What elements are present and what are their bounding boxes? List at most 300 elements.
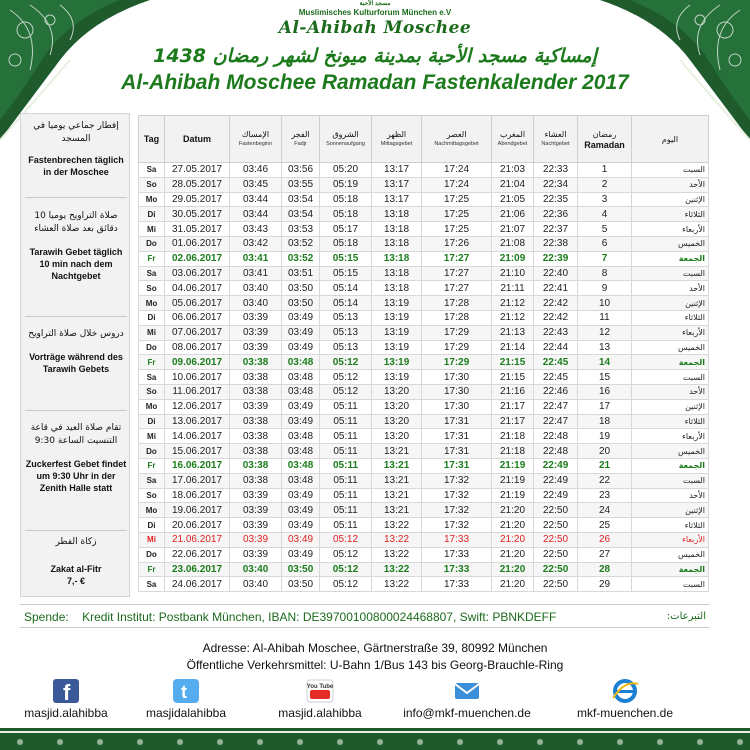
cell-ramadan-day: 9 xyxy=(578,281,632,296)
cell-weekday-arabic: الأحد xyxy=(632,177,709,192)
cell-ramadan-day: 24 xyxy=(578,503,632,518)
cell-dhuhr: 13:22 xyxy=(372,577,422,592)
cell-date: 29.05.2017 xyxy=(165,192,230,207)
cell-isha: 22:33 xyxy=(534,163,578,178)
cell-weekday-arabic: الثلاثاء xyxy=(632,207,709,222)
twitter-link[interactable] xyxy=(136,678,236,720)
cell-asr: 17:32 xyxy=(422,518,492,533)
table-row xyxy=(139,547,709,562)
cell-isha: 22:49 xyxy=(534,473,578,488)
cell-fajr: 03:49 xyxy=(282,325,320,340)
cell-weekday-arabic: الجمعة xyxy=(632,458,709,473)
cell-dhuhr: 13:17 xyxy=(372,163,422,178)
cell-fajr: 03:48 xyxy=(282,370,320,385)
zakat-amount: 7,- € xyxy=(66,576,85,586)
cell-tag: Sa xyxy=(139,163,165,178)
cell-dhuhr: 13:20 xyxy=(372,429,422,444)
cell-fajr: 03:54 xyxy=(282,207,320,222)
cell-dhuhr: 13:21 xyxy=(372,473,422,488)
cell-tag: Di xyxy=(139,414,165,429)
page-title: Al-Ahibah Moschee Ramadan Fastenkalender 2017 xyxy=(121,71,629,94)
page-title-arabic: إمساكية مسجد الأحبة بمدينة ميونخ لشهر رمضان 1438 xyxy=(153,45,597,67)
header-fajr: الفجر Fadjr xyxy=(282,116,320,163)
cell-shuruq: 05:18 xyxy=(320,236,372,251)
cell-date: 10.06.2017 xyxy=(165,370,230,385)
cell-fajr: 03:48 xyxy=(282,355,320,370)
cell-ramadan-day: 2 xyxy=(578,177,632,192)
table-row xyxy=(139,177,709,192)
cell-dhuhr: 13:18 xyxy=(372,222,422,237)
cell-asr: 17:29 xyxy=(422,325,492,340)
cell-weekday-arabic: الجمعة xyxy=(632,251,709,266)
cell-dhuhr: 13:20 xyxy=(372,399,422,414)
cell-fajr: 03:49 xyxy=(282,340,320,355)
cell-asr: 17:31 xyxy=(422,458,492,473)
cell-date: 17.06.2017 xyxy=(165,473,230,488)
cell-dhuhr: 13:19 xyxy=(372,310,422,325)
cell-isha: 22:50 xyxy=(534,503,578,518)
cell-tag: Di xyxy=(139,518,165,533)
cell-date: 09.06.2017 xyxy=(165,355,230,370)
cell-weekday-arabic: الإثنين xyxy=(632,399,709,414)
cell-weekday-arabic: الأربعاء xyxy=(632,222,709,237)
cell-asr: 17:28 xyxy=(422,296,492,311)
cell-weekday-arabic: السبت xyxy=(632,577,709,592)
cell-date: 05.06.2017 xyxy=(165,296,230,311)
cell-maghrib: 21:20 xyxy=(492,518,534,533)
divider xyxy=(25,530,127,531)
cell-shuruq: 05:11 xyxy=(320,518,372,533)
cell-maghrib: 21:17 xyxy=(492,399,534,414)
table-row xyxy=(139,429,709,444)
cell-date: 16.06.2017 xyxy=(165,458,230,473)
cell-asr: 17:31 xyxy=(422,429,492,444)
cell-dhuhr: 13:19 xyxy=(372,340,422,355)
cell-weekday-arabic: الأربعاء xyxy=(632,429,709,444)
cell-dhuhr: 13:22 xyxy=(372,518,422,533)
cell-fajr: 03:52 xyxy=(282,251,320,266)
cell-tag: Sa xyxy=(139,370,165,385)
table-body xyxy=(139,163,709,592)
cell-tag: So xyxy=(139,488,165,503)
cell-shuruq: 05:13 xyxy=(320,325,372,340)
email-link[interactable] xyxy=(392,678,542,720)
cell-shuruq: 05:12 xyxy=(320,355,372,370)
table-row xyxy=(139,266,709,281)
divider xyxy=(25,410,127,411)
cell-dhuhr: 13:18 xyxy=(372,207,422,222)
cell-isha: 22:44 xyxy=(534,340,578,355)
table-row xyxy=(139,458,709,473)
website-url: mkf-muenchen.de xyxy=(576,706,674,720)
cell-ramadan-day: 21 xyxy=(578,458,632,473)
cell-date: 01.06.2017 xyxy=(165,236,230,251)
lessons-arabic: دروس خلال صلاة التراويح xyxy=(28,329,124,339)
cell-imsak: 03:40 xyxy=(230,577,282,592)
cell-tag: Mo xyxy=(139,399,165,414)
youtube-icon xyxy=(305,678,335,704)
cell-shuruq: 05:14 xyxy=(320,281,372,296)
cell-imsak: 03:39 xyxy=(230,399,282,414)
header-ramadan: رمضان Ramadan xyxy=(578,116,632,163)
cell-imsak: 03:44 xyxy=(230,192,282,207)
iftar-arabic: إفطار جماعي يوميا في المسجد xyxy=(33,121,119,144)
cell-date: 03.06.2017 xyxy=(165,266,230,281)
cell-shuruq: 05:11 xyxy=(320,399,372,414)
cell-fajr: 03:49 xyxy=(282,532,320,547)
cell-date: 13.06.2017 xyxy=(165,414,230,429)
cell-fajr: 03:52 xyxy=(282,236,320,251)
cell-weekday-arabic: السبت xyxy=(632,163,709,178)
cell-isha: 22:46 xyxy=(534,384,578,399)
cell-imsak: 03:39 xyxy=(230,310,282,325)
iftar-german: Fastenbrechen täglich in der Moschee xyxy=(28,155,124,177)
cell-tag: So xyxy=(139,384,165,399)
prayer-times-table-wrap xyxy=(138,115,708,592)
cell-imsak: 03:45 xyxy=(230,177,282,192)
facebook-icon xyxy=(51,678,81,704)
table-row xyxy=(139,236,709,251)
cell-isha: 22:37 xyxy=(534,222,578,237)
cell-date: 08.06.2017 xyxy=(165,340,230,355)
cell-ramadan-day: 15 xyxy=(578,370,632,385)
cell-weekday-arabic: الإثنين xyxy=(632,296,709,311)
header xyxy=(0,0,750,108)
cell-date: 12.06.2017 xyxy=(165,399,230,414)
cell-maghrib: 21:12 xyxy=(492,296,534,311)
cell-imsak: 03:39 xyxy=(230,488,282,503)
cell-tag: Mo xyxy=(139,296,165,311)
cell-fajr: 03:53 xyxy=(282,222,320,237)
table-row xyxy=(139,444,709,459)
table-row xyxy=(139,340,709,355)
cell-asr: 17:24 xyxy=(422,163,492,178)
cell-date: 20.06.2017 xyxy=(165,518,230,533)
cell-isha: 22:45 xyxy=(534,370,578,385)
cell-tag: Mo xyxy=(139,503,165,518)
cell-fajr: 03:49 xyxy=(282,547,320,562)
cell-date: 22.06.2017 xyxy=(165,547,230,562)
cell-asr: 17:31 xyxy=(422,414,492,429)
cell-date: 02.06.2017 xyxy=(165,251,230,266)
cell-tag: Do xyxy=(139,444,165,459)
cell-asr: 17:32 xyxy=(422,503,492,518)
table-row xyxy=(139,399,709,414)
social-links xyxy=(0,678,750,726)
cell-maghrib: 21:20 xyxy=(492,547,534,562)
cell-maghrib: 21:11 xyxy=(492,281,534,296)
cell-maghrib: 21:19 xyxy=(492,488,534,503)
cell-weekday-arabic: السبت xyxy=(632,473,709,488)
cell-tag: Sa xyxy=(139,577,165,592)
cell-imsak: 03:38 xyxy=(230,370,282,385)
cell-shuruq: 05:11 xyxy=(320,473,372,488)
table-row xyxy=(139,562,709,577)
cell-imsak: 03:38 xyxy=(230,429,282,444)
table-header-row xyxy=(139,116,709,163)
cell-ramadan-day: 18 xyxy=(578,414,632,429)
prayer-times-table xyxy=(138,115,709,592)
cell-ramadan-day: 17 xyxy=(578,399,632,414)
cell-asr: 17:33 xyxy=(422,532,492,547)
cell-shuruq: 05:18 xyxy=(320,192,372,207)
table-row xyxy=(139,532,709,547)
cell-dhuhr: 13:22 xyxy=(372,562,422,577)
cell-shuruq: 05:11 xyxy=(320,444,372,459)
lessons-info xyxy=(21,328,131,375)
cell-asr: 17:25 xyxy=(422,192,492,207)
cell-dhuhr: 13:17 xyxy=(372,177,422,192)
cell-ramadan-day: 23 xyxy=(578,488,632,503)
cell-weekday-arabic: الأربعاء xyxy=(632,325,709,340)
info-panel xyxy=(20,113,130,597)
cell-shuruq: 05:18 xyxy=(320,207,372,222)
cell-date: 06.06.2017 xyxy=(165,310,230,325)
eid-german: Zuckerfest Gebet findet um 9:30 Uhr in der Zenith Halle statt xyxy=(25,459,127,493)
cell-maghrib: 21:19 xyxy=(492,473,534,488)
cell-dhuhr: 13:19 xyxy=(372,296,422,311)
twitter-handle: masjidalahibba xyxy=(145,706,227,720)
cell-imsak: 03:41 xyxy=(230,251,282,266)
cell-ramadan-day: 29 xyxy=(578,577,632,592)
eid-info xyxy=(21,422,131,494)
cell-imsak: 03:38 xyxy=(230,414,282,429)
table-row xyxy=(139,488,709,503)
cell-fajr: 03:48 xyxy=(282,384,320,399)
cell-asr: 17:25 xyxy=(422,207,492,222)
cell-weekday-arabic: السبت xyxy=(632,266,709,281)
cell-tag: Fr xyxy=(139,251,165,266)
cell-dhuhr: 13:19 xyxy=(372,370,422,385)
cell-asr: 17:30 xyxy=(422,399,492,414)
cell-ramadan-day: 22 xyxy=(578,473,632,488)
cell-dhuhr: 13:22 xyxy=(372,547,422,562)
cell-ramadan-day: 20 xyxy=(578,444,632,459)
cell-ramadan-day: 3 xyxy=(578,192,632,207)
cell-fajr: 03:49 xyxy=(282,488,320,503)
cell-ramadan-day: 12 xyxy=(578,325,632,340)
cell-dhuhr: 13:20 xyxy=(372,414,422,429)
cell-imsak: 03:38 xyxy=(230,384,282,399)
youtube-icon-text: You Tube xyxy=(306,684,334,690)
cell-shuruq: 05:12 xyxy=(320,562,372,577)
table-row xyxy=(139,251,709,266)
cell-fajr: 03:49 xyxy=(282,310,320,325)
table-row xyxy=(139,370,709,385)
cell-maghrib: 21:16 xyxy=(492,384,534,399)
youtube-link[interactable] xyxy=(268,678,372,720)
cell-isha: 22:50 xyxy=(534,518,578,533)
cell-dhuhr: 13:21 xyxy=(372,503,422,518)
table-row xyxy=(139,577,709,592)
table-row xyxy=(139,281,709,296)
cell-dhuhr: 13:17 xyxy=(372,192,422,207)
cell-ramadan-day: 8 xyxy=(578,266,632,281)
cell-isha: 22:50 xyxy=(534,562,578,577)
cell-tag: So xyxy=(139,177,165,192)
cell-tag: Do xyxy=(139,236,165,251)
cell-shuruq: 05:12 xyxy=(320,547,372,562)
cell-weekday-arabic: السبت xyxy=(632,370,709,385)
cell-imsak: 03:38 xyxy=(230,444,282,459)
header-isha: العشاء Nachtgebet xyxy=(534,116,578,163)
cell-weekday-arabic: الأحد xyxy=(632,488,709,503)
table-row xyxy=(139,207,709,222)
cell-imsak: 03:44 xyxy=(230,207,282,222)
cell-asr: 17:33 xyxy=(422,562,492,577)
cell-maghrib: 21:14 xyxy=(492,340,534,355)
cell-imsak: 03:39 xyxy=(230,532,282,547)
cell-tag: Fr xyxy=(139,562,165,577)
cell-date: 19.06.2017 xyxy=(165,503,230,518)
cell-date: 27.05.2017 xyxy=(165,163,230,178)
cell-maghrib: 21:05 xyxy=(492,192,534,207)
cell-ramadan-day: 1 xyxy=(578,163,632,178)
cell-tag: Sa xyxy=(139,266,165,281)
eid-arabic: تقام صلاة العيد في قاعة التنسيت الساعة 9:30 xyxy=(30,423,122,446)
cell-dhuhr: 13:22 xyxy=(372,532,422,547)
cell-shuruq: 05:15 xyxy=(320,251,372,266)
zakat-info xyxy=(21,536,131,587)
cell-ramadan-day: 7 xyxy=(578,251,632,266)
cell-maghrib: 21:15 xyxy=(492,355,534,370)
cell-shuruq: 05:13 xyxy=(320,310,372,325)
donation-bar xyxy=(20,604,710,628)
cell-imsak: 03:38 xyxy=(230,355,282,370)
cell-date: 18.06.2017 xyxy=(165,488,230,503)
cell-isha: 22:45 xyxy=(534,355,578,370)
cell-isha: 22:42 xyxy=(534,310,578,325)
cell-weekday-arabic: الجمعة xyxy=(632,562,709,577)
table-row xyxy=(139,310,709,325)
cell-asr: 17:27 xyxy=(422,251,492,266)
cell-tag: So xyxy=(139,281,165,296)
website-link[interactable] xyxy=(560,678,690,720)
cell-ramadan-day: 4 xyxy=(578,207,632,222)
cell-date: 15.06.2017 xyxy=(165,444,230,459)
cell-isha: 22:36 xyxy=(534,207,578,222)
cell-fajr: 03:48 xyxy=(282,458,320,473)
cell-imsak: 03:41 xyxy=(230,266,282,281)
cell-dhuhr: 13:21 xyxy=(372,458,422,473)
cell-ramadan-day: 28 xyxy=(578,562,632,577)
cell-fajr: 03:49 xyxy=(282,414,320,429)
cell-weekday-arabic: الأربعاء xyxy=(632,532,709,547)
cell-fajr: 03:50 xyxy=(282,296,320,311)
header-shuruq: الشروق Sonnenaufgang xyxy=(320,116,372,163)
cell-isha: 22:40 xyxy=(534,266,578,281)
cell-date: 14.06.2017 xyxy=(165,429,230,444)
cell-imsak: 03:39 xyxy=(230,518,282,533)
cell-weekday-arabic: الأحد xyxy=(632,281,709,296)
cell-weekday-arabic: الثلاثاء xyxy=(632,414,709,429)
cell-tag: Fr xyxy=(139,458,165,473)
cell-date: 24.06.2017 xyxy=(165,577,230,592)
cell-asr: 17:33 xyxy=(422,577,492,592)
cell-ramadan-day: 13 xyxy=(578,340,632,355)
cell-isha: 22:39 xyxy=(534,251,578,266)
facebook-link[interactable] xyxy=(16,678,116,720)
cell-fajr: 03:54 xyxy=(282,192,320,207)
cell-maghrib: 21:06 xyxy=(492,207,534,222)
address-line: Adresse: Al-Ahibah Moschee, Gärtnerstraße 39, 80992 München xyxy=(202,641,548,655)
cell-maghrib: 21:10 xyxy=(492,266,534,281)
cell-dhuhr: 13:21 xyxy=(372,444,422,459)
table-row xyxy=(139,222,709,237)
cell-fajr: 03:48 xyxy=(282,473,320,488)
cell-asr: 17:29 xyxy=(422,340,492,355)
cell-imsak: 03:38 xyxy=(230,473,282,488)
cell-date: 23.06.2017 xyxy=(165,562,230,577)
cell-imsak: 03:46 xyxy=(230,163,282,178)
cell-maghrib: 21:17 xyxy=(492,414,534,429)
tarawih-german: Tarawih Gebet täglich 10 min nach dem Nachtgebet xyxy=(29,247,123,281)
cell-fajr: 03:49 xyxy=(282,399,320,414)
logo-arabic-text: مسجد الأحبة xyxy=(359,1,391,7)
cell-isha: 22:38 xyxy=(534,236,578,251)
cell-imsak: 03:39 xyxy=(230,503,282,518)
cell-isha: 22:41 xyxy=(534,281,578,296)
cell-ramadan-day: 5 xyxy=(578,222,632,237)
cell-imsak: 03:40 xyxy=(230,296,282,311)
cell-fajr: 03:56 xyxy=(282,163,320,178)
header-asr: العصر Nachmittagsgebet xyxy=(422,116,492,163)
cell-maghrib: 21:07 xyxy=(492,222,534,237)
ornament-bottom xyxy=(0,728,750,750)
cell-maghrib: 21:19 xyxy=(492,458,534,473)
cell-weekday-arabic: الخميس xyxy=(632,444,709,459)
cell-maghrib: 21:20 xyxy=(492,562,534,577)
cell-fajr: 03:50 xyxy=(282,577,320,592)
table-row xyxy=(139,325,709,340)
table-row xyxy=(139,473,709,488)
cell-asr: 17:26 xyxy=(422,236,492,251)
cell-dhuhr: 13:18 xyxy=(372,266,422,281)
cell-asr: 17:27 xyxy=(422,266,492,281)
cell-fajr: 03:49 xyxy=(282,518,320,533)
cell-isha: 22:48 xyxy=(534,444,578,459)
cell-maghrib: 21:20 xyxy=(492,577,534,592)
cell-tag: Do xyxy=(139,340,165,355)
cell-weekday-arabic: الإثنين xyxy=(632,192,709,207)
table-row xyxy=(139,355,709,370)
cell-shuruq: 05:15 xyxy=(320,266,372,281)
cell-fajr: 03:48 xyxy=(282,444,320,459)
cell-ramadan-day: 16 xyxy=(578,384,632,399)
cell-maghrib: 21:13 xyxy=(492,325,534,340)
cell-isha: 22:50 xyxy=(534,547,578,562)
cell-isha: 22:35 xyxy=(534,192,578,207)
cell-dhuhr: 13:18 xyxy=(372,281,422,296)
cell-maghrib: 21:03 xyxy=(492,163,534,178)
header-imsak: الإمساك Fastenbeginn xyxy=(230,116,282,163)
table-row xyxy=(139,503,709,518)
cell-ramadan-day: 26 xyxy=(578,532,632,547)
mail-icon xyxy=(452,678,482,704)
cell-isha: 22:49 xyxy=(534,458,578,473)
cell-date: 28.05.2017 xyxy=(165,177,230,192)
mosque-logo xyxy=(250,0,500,38)
cell-shuruq: 05:12 xyxy=(320,577,372,592)
cell-ramadan-day: 10 xyxy=(578,296,632,311)
cell-weekday-arabic: الإثنين xyxy=(632,503,709,518)
cell-tag: Di xyxy=(139,310,165,325)
twitter-icon xyxy=(171,678,201,704)
cell-weekday-arabic: الخميس xyxy=(632,340,709,355)
cell-shuruq: 05:13 xyxy=(320,340,372,355)
cell-imsak: 03:39 xyxy=(230,340,282,355)
cell-asr: 17:30 xyxy=(422,384,492,399)
